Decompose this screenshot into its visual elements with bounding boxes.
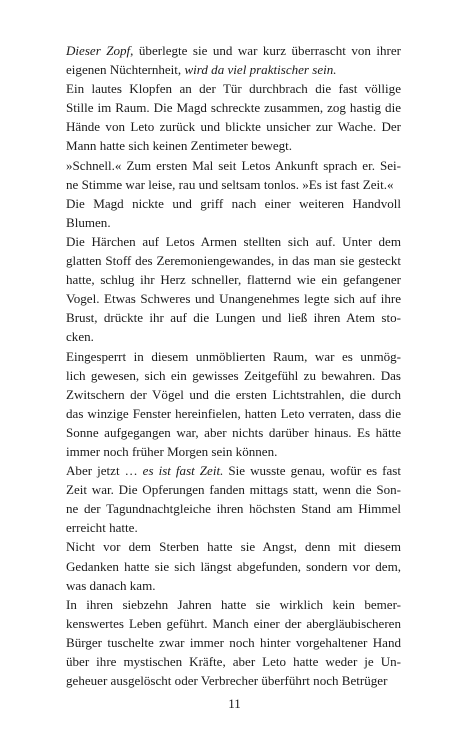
paragraph	[66, 595, 401, 690]
text-run: Blumen.	[66, 214, 111, 230]
text-line	[66, 79, 401, 98]
book-page-text	[66, 41, 401, 690]
text-line	[66, 499, 401, 518]
text-line	[66, 41, 401, 60]
text-line	[66, 194, 401, 213]
text-line	[66, 595, 401, 614]
paragraph	[66, 194, 401, 232]
text-line	[66, 98, 401, 117]
text-line	[66, 289, 401, 308]
paragraph	[66, 156, 401, 194]
italic-run: es ist fast Zeit.	[142, 463, 224, 479]
text-run: Hände von Leto zurück und blickte unsicher zur Wache. Der	[66, 119, 401, 135]
text-line	[66, 232, 401, 251]
text-line	[66, 385, 401, 404]
text-run: ne der Tagundnachtgleiche ihren höchsten Stand am Himmel	[66, 501, 401, 517]
text-run: Zeit war. Die Opferungen fanden mittags statt, wenn die Son-	[66, 482, 401, 498]
text-line	[66, 117, 401, 136]
text-run: Mann hatte sich keinen Zentimeter bewegt.	[66, 138, 293, 154]
text-line	[66, 156, 401, 175]
text-line	[66, 557, 401, 576]
text-run: Sie wusste genau, wofür es fast	[223, 463, 401, 479]
text-run: Die Härchen auf Letos Armen stellten sich auf. Unter dem	[66, 233, 401, 249]
text-line	[66, 633, 401, 652]
text-run: In ihren siebzehn Jahren hatte sie wirklich kein bemer-	[66, 596, 401, 612]
text-run: erreicht hatte.	[66, 520, 138, 536]
text-run: Nicht vor dem Sterben hatte sie Angst, denn mit diesem	[66, 539, 401, 555]
text-run: das winzige Fenster hereinfielen, hatten Leto verraten, dass die	[66, 405, 401, 421]
text-run: lich gewesen, sich ein gewisses Zeitgefühl zu bewahren. Das	[66, 367, 401, 383]
text-line	[66, 537, 401, 556]
text-line	[66, 423, 401, 442]
text-line	[66, 671, 401, 690]
text-run: »Schnell.« Zum ersten Mal seit Letos Ankunft sprach er. Sei-	[66, 157, 401, 173]
text-run: eigenen Nüchternheit,	[66, 62, 185, 78]
text-run: Vogel. Etwas Schweres und Unangenehmes legte sich auf ihre	[66, 291, 401, 307]
text-line	[66, 442, 401, 461]
paragraph	[66, 79, 401, 155]
text-line	[66, 576, 401, 595]
text-line	[66, 614, 401, 633]
text-line	[66, 480, 401, 499]
text-line	[66, 347, 401, 366]
text-line	[66, 175, 401, 194]
text-line	[66, 327, 401, 346]
text-run: Aber jetzt …	[66, 463, 143, 479]
text-run: hatte, schlug ihr Herz schneller, flatternd wie ein gefangener	[66, 272, 401, 288]
text-line	[66, 652, 401, 671]
text-run: was danach kam.	[66, 577, 156, 593]
paragraph	[66, 232, 401, 347]
text-run: cken.	[66, 329, 94, 345]
text-run: kenswertes Leben geführt. Manch einer der abergläubischeren	[66, 615, 401, 631]
italic-run: Dieser Zopf	[66, 43, 131, 58]
text-line	[66, 404, 401, 423]
text-run: Brust, drückte ihr auf die Lungen und ließ ihren Atem sto-	[66, 310, 401, 326]
text-run: Die Magd nickte und griff nach einer weiteren Handvoll	[66, 195, 401, 211]
paragraph	[66, 537, 401, 594]
text-line	[66, 213, 401, 232]
text-run: glatten Stoff des Zeremoniengewandes, in das man sie gesteckt	[66, 253, 401, 269]
text-run: ne Stimme war leise, rau und seltsam tonlos. »Es ist fast Zeit.«	[66, 176, 394, 192]
text-line	[66, 251, 401, 270]
text-run: Zwitschern der Vögel und die ersten Lichtstrahlen, die durch	[66, 386, 401, 402]
paragraph	[66, 41, 401, 79]
paragraph	[66, 347, 401, 462]
text-run: Sonne aufgegangen war, aber nichts darüber hinaus. Es hätte	[66, 424, 401, 440]
text-line	[66, 518, 401, 537]
text-line	[66, 60, 401, 79]
text-run: Stille im Raum. Die Magd schreckte zusammen, zog hastig die	[66, 100, 401, 116]
text-run: Ein lautes Klopfen an der Tür durchbrach die fast völlige	[66, 81, 401, 97]
text-run: , überlegte sie und war kurz überrascht von ihrer	[130, 43, 401, 58]
text-line	[66, 461, 401, 480]
text-run: geheuer ausgelöscht oder Verbrecher überführt noch Betrüger	[66, 673, 388, 689]
text-run: immer noch früher Morgen sein können.	[66, 443, 278, 459]
text-line	[66, 270, 401, 289]
text-line	[66, 136, 401, 155]
text-run: Eingesperrt in diesem unmöblierten Raum, war es unmög-	[66, 348, 401, 364]
paragraph	[66, 461, 401, 537]
text-run: Bürger tuschelte zwar immer noch hinter vorgehaltener Hand	[66, 634, 401, 650]
italic-run: wird da viel praktischer sein.	[184, 62, 337, 78]
text-line	[66, 308, 401, 327]
text-line	[66, 366, 401, 385]
page-number: 11	[228, 696, 241, 711]
text-run: Gedanken hatte sie sich längst abgefunden, sondern vor dem,	[66, 558, 401, 574]
text-run: über ihre mystischen Kräfte, aber Leto hatte weder je Un-	[66, 654, 401, 669]
